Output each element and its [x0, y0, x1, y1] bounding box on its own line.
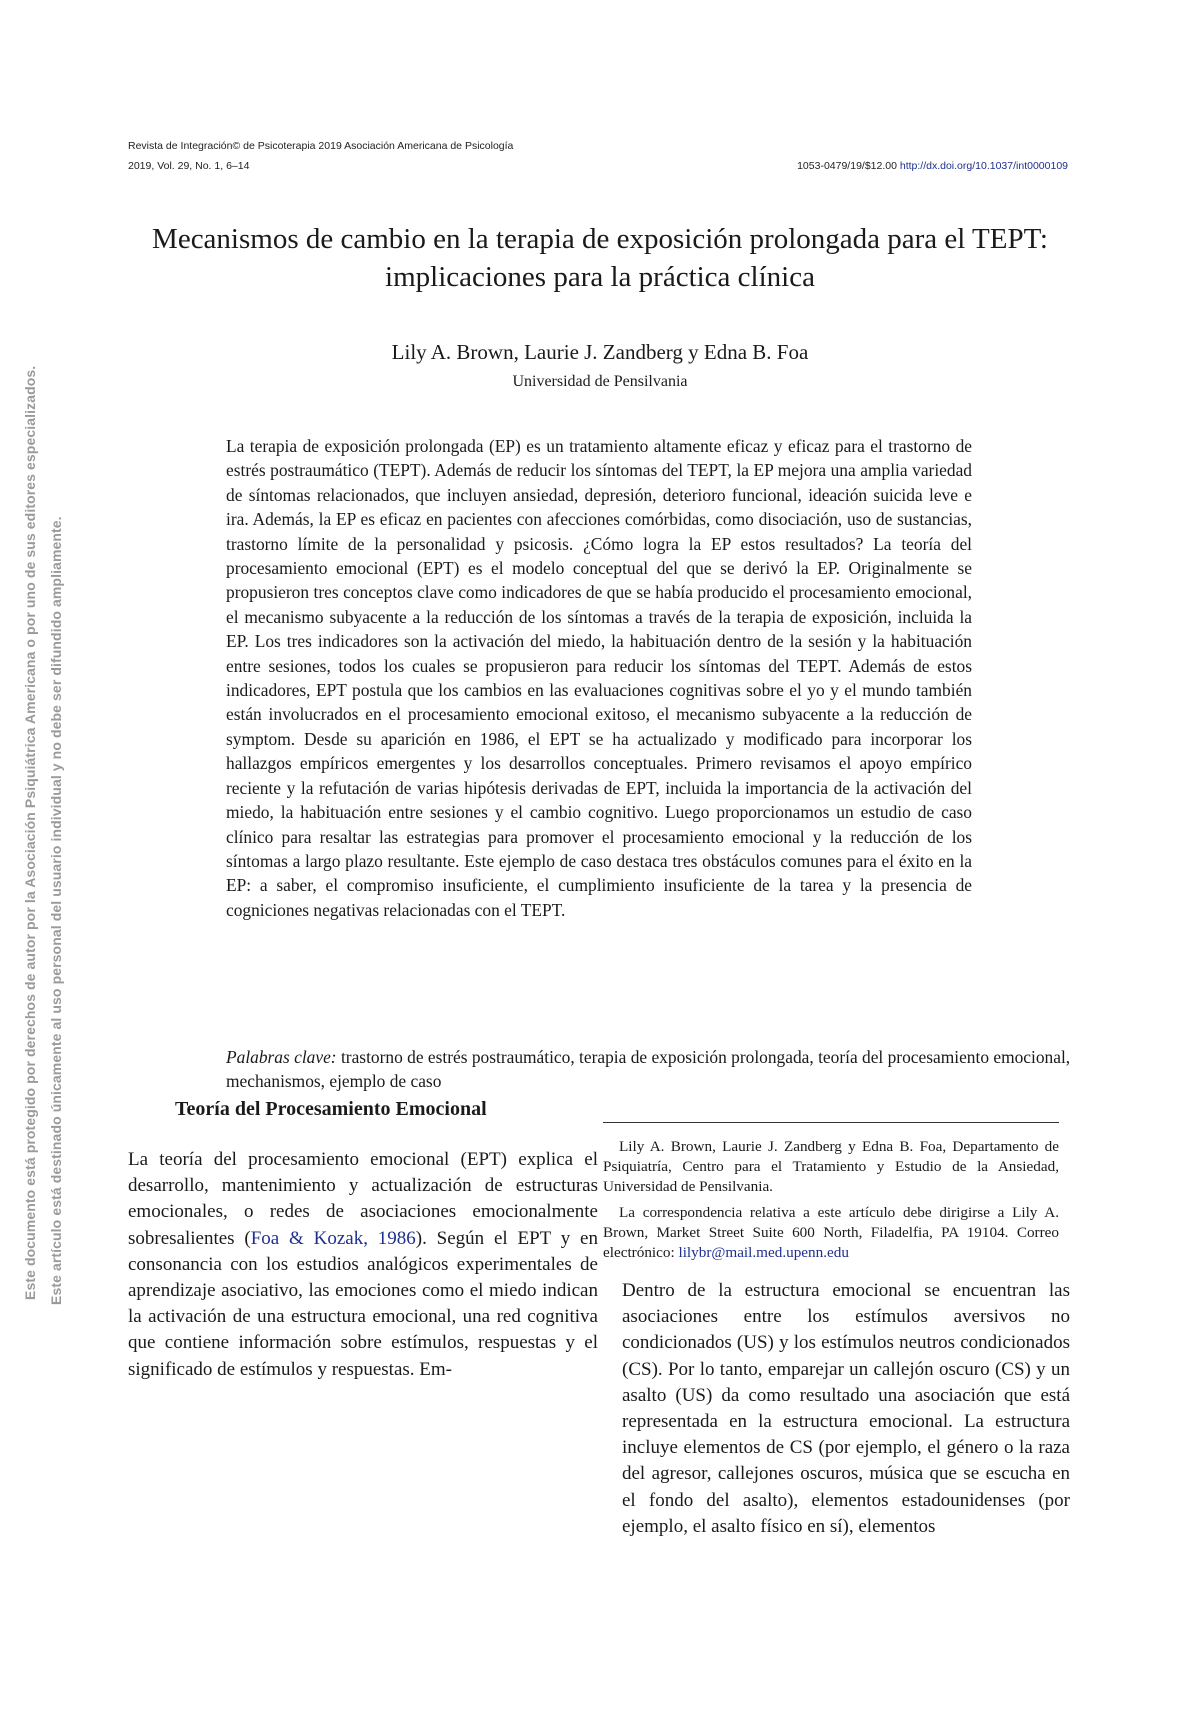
- issn-price: 1053-0479/19/$12.00: [797, 160, 897, 172]
- body-paragraph-left: [128, 1147, 598, 1383]
- footnote-divider: [603, 1122, 1059, 1123]
- affiliation: Universidad de Pensilvania: [512, 373, 688, 390]
- keywords-label: Palabras clave:: [226, 1047, 337, 1067]
- authors: Lily A. Brown, Laurie J. Zandberg y Edna B. Foa: [391, 340, 809, 364]
- correspondence-text: La correspondencia relativa a este artículo debe dirigirse a Lily A. Brown, Market Street Suite 600 North, Filadelfia, PA 19104. Correo electrónico:: [603, 1204, 1059, 1262]
- volume-info: 2019, Vol. 29, No. 1, 6–14: [128, 160, 250, 172]
- body-text-after-cite: ). Según el EPT y en consonancia con los estudios analógicos experimentales de aprendizaje asociativo, las emociones como el miedo indican la activación de una estructura emocional, una red cognitiva que contiene información sobre estímulos, respuestas y el significado de estímulos y respuestas. Em-: [128, 1227, 598, 1380]
- journal-header: Revista de Integración© de Psicoterapia 2019 Asociación Americana de Psicología: [128, 140, 514, 152]
- abstract: La terapia de exposición prolongada (EP) es un tratamiento altamente eficaz y eficaz para el trastorno de estrés postraumático (TEPT). Además de reducir los síntomas del TEPT, la EP mejora una amplia variedad de síntomas relacionados, que incluyen ansiedad, depresión, deterioro funcional, ideación suicida leve e ira. Además, la EP es eficaz en pacientes con afecciones comórbidas, como disociación, uso de sustancias, trastorno límite de la personalidad y psicosis. ¿Cómo logra la EP estos resultados? La teoría del procesamiento emocional (EPT) es el modelo conceptual del que se derivó la EP. Originalmente se propusieron tres conceptos clave como indicadores de que se había producido el procesamiento emocional, el mecanismo subyacente a la reducción de los síntomas a través de la terapia de exposición, incluida la EP. Los tres indicadores son la activación del miedo, la habituación dentro de la sesión y la habituación entre sesiones, todos los cuales se propusieron para reducir los síntomas del TEPT. Además de estos indicadores, EPT postula que los cambios en las evaluaciones cognitivas sobre el yo y el mundo también están involucrados en el procesamiento emocional exitoso, el mecanismo subyacente a la reducción de symptom. Desde su aparición en 1986, el EPT se ha actualizado y modificado para incorporar los hallazgos empíricos emergentes y los desarrollos conceptuales. Primero revisamos el apoyo empírico reciente y la refutación de varias hipótesis derivadas de EPT, incluida la importancia de la activación del miedo, la habituación entre sesiones y el cambio cognitivo. Luego proporcionamos un estudio de caso clínico para resaltar las estrategias para promover el procesamiento emocional y la reducción de los síntomas a largo plazo resultante. Este ejemplo de caso destaca tres obstáculos comunes para el éxito en la EP: a saber, el compromiso insuficiente, el cumplimiento insuficiente de la tarea y la presencia de cogniciones negativas relacionadas con el TEPT.: [226, 436, 972, 920]
- copyright-watermark-line-1: Este documento está protegido por derechos de autor por la Asociación Psiquiátrica Americana o por uno de sus editores especializados.: [22, 365, 38, 1300]
- doi-link[interactable]: http://dx.doi.org/10.1037/int0000109: [899, 160, 1068, 172]
- body-text-before-cite: La teoría del procesamiento emocional (EPT) explica el desarrollo, mantenimiento y actualización de estructuras emocionales, o redes de asociaciones emocionalmente sobresalientes (: [128, 1149, 598, 1249]
- citation-link[interactable]: Foa & Kozak, 1986: [250, 1227, 416, 1249]
- issn-doi-line: [797, 160, 1068, 172]
- email-link[interactable]: lilybr@mail.med.upenn.edu: [678, 1244, 849, 1262]
- keywords-text: trastorno de estrés postraumático, terapia de exposición prolongada, teoría del procesamiento emocional, mechanismos, ejemplo de caso: [226, 1047, 1071, 1091]
- correspondence-note: [603, 1203, 1059, 1264]
- copyright-watermark-line-2: Este artículo está destinado únicamente al uso personal del usuario individual y no debe ser difundido ampliamente.: [48, 516, 64, 1305]
- author-note: Lily A. Brown, Laurie J. Zandberg y Edna B. Foa, Departamento de Psiquiatría, Centro para el Tratamiento y Estudio de la Ansiedad, Universidad de Pensilvania.: [603, 1138, 1059, 1196]
- keywords: [226, 1045, 1072, 1093]
- section-heading: Teoría del Procesamiento Emocional: [175, 1098, 487, 1120]
- article-title: Mecanismos de cambio en la terapia de exposición prolongada para el TEPT: implicaciones para la práctica clínica: [152, 223, 1048, 293]
- body-paragraph-right: Dentro de la estructura emocional se encuentran las asociaciones entre los estímulos aversivos no condicionados (US) y los estímulos neutros condicionados (CS). Por lo tanto, emparejar un callejón oscuro (CS) y un asalto (US) da como resultado una asociación que está representada en la estructura emocional. La estructura incluye elementos de CS (por ejemplo, el género o la raza del agresor, callejones oscuros, música que se escucha en el fondo del asalto), elementos estadounidenses (por ejemplo, el asalto físico en sí), elementos: [622, 1280, 1070, 1537]
